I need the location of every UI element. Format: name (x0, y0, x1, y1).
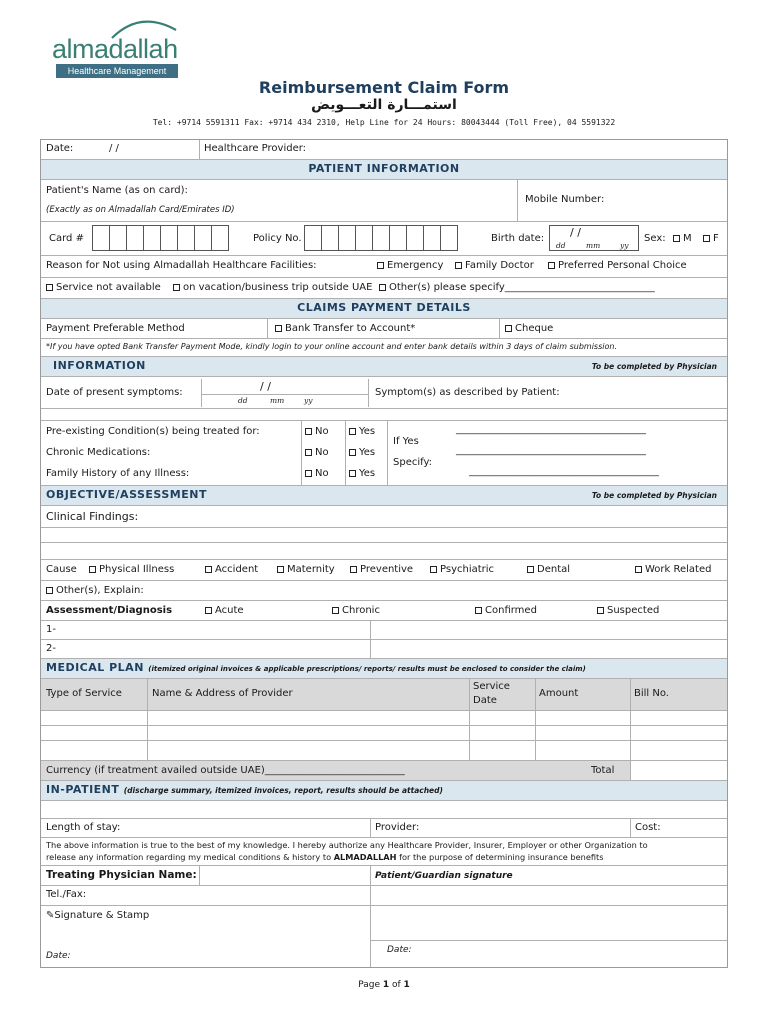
service-na-checkbox[interactable]: Service not available (46, 282, 161, 293)
physician-date-label: Date: (46, 951, 71, 961)
patient-info-heading (41, 159, 727, 179)
information-title: INFORMATION (53, 359, 146, 372)
total-field[interactable] (630, 761, 727, 780)
information-physician-note: To be completed by Physician (591, 362, 717, 371)
checkbox-icon (332, 607, 339, 614)
cause-psychiatric-checkbox[interactable]: Psychiatric (430, 564, 494, 575)
checkbox-icon (505, 325, 512, 332)
symptoms-mm: mm (270, 396, 285, 405)
medical-plan-heading (41, 658, 727, 678)
currency-total-row (41, 760, 727, 780)
checkbox-icon (673, 235, 680, 242)
checkbox-icon (305, 449, 312, 456)
medical-plan-note: (itemized original invoices & applicable prescriptions/ reports/ results must be enclosed to consider the claim) (148, 665, 586, 673)
date-field[interactable]: / / (109, 143, 119, 154)
birth-date-field[interactable] (549, 225, 639, 251)
objective-heading (41, 485, 727, 505)
checkbox-icon (46, 587, 53, 594)
inpatient-note: (discharge summary, itemized invoices, report, results should be attached) (123, 786, 443, 795)
chronic-yes[interactable]: Yes (349, 447, 375, 458)
birth-yy: yy (620, 241, 629, 250)
specify-line-3[interactable]: ______________________________________ (469, 466, 659, 477)
assessment-suspected-checkbox[interactable]: Suspected (597, 605, 659, 616)
preexisting-label: Pre-existing Condition(s) being treated for: (46, 426, 260, 437)
symptoms-date-row (41, 376, 727, 408)
assessment-confirmed-checkbox[interactable]: Confirmed (475, 605, 537, 616)
diagnosis-row-1[interactable] (41, 620, 727, 639)
checkbox-icon (275, 325, 282, 332)
symptoms-date-field[interactable] (201, 379, 369, 407)
family-doctor-checkbox[interactable]: Family Doctor (455, 260, 534, 271)
policy-number-boxes[interactable] (305, 225, 458, 251)
signature-stamp-row (41, 905, 727, 967)
other-reason-line[interactable]: ______________________________ (504, 282, 655, 293)
inpatient-provider-field[interactable]: Provider: (375, 822, 420, 833)
checkbox-icon (349, 428, 356, 435)
signature-stamp-field[interactable]: ✎Signature & Stamp (46, 910, 150, 921)
contact-line: Tel: +9714 5591311 Fax: +9714 434 2310, Help Line for 24 Hours: 80043444 (Toll Free), 04 5591322 (152, 118, 616, 127)
checkbox-icon (635, 566, 642, 573)
preferred-choice-checkbox[interactable]: Preferred Personal Choice (548, 260, 687, 271)
length-of-stay-field[interactable]: Length of stay: (46, 822, 121, 833)
cause-label: Cause (46, 564, 77, 575)
col-bill-no: Bill No. (634, 688, 669, 699)
clinical-blank-2[interactable] (41, 542, 727, 559)
claim-form (40, 139, 728, 968)
col-date: Date (473, 695, 497, 706)
date-provider-row (41, 140, 727, 159)
symptoms-field[interactable]: Symptom(s) as described by Patient: (375, 387, 560, 398)
sex-f-checkbox[interactable]: F (703, 233, 719, 244)
checkbox-icon (277, 566, 284, 573)
clinical-findings-row[interactable] (41, 505, 727, 527)
symptoms-date-sep: / / (260, 380, 271, 393)
inpatient-heading (41, 780, 727, 800)
patient-date-label: Date: (387, 945, 412, 955)
payment-note-row (41, 338, 727, 356)
vacation-checkbox[interactable]: on vacation/business trip outside UAE (173, 282, 372, 293)
assessment-chronic-checkbox[interactable]: Chronic (332, 605, 380, 616)
inpatient-stay-row (41, 818, 727, 837)
emergency-checkbox[interactable]: Emergency (377, 260, 443, 271)
cause-work-checkbox[interactable]: Work Related (635, 564, 711, 575)
reason-label: Reason for Not using Almadallah Healthcare Facilities: (46, 260, 317, 271)
preexisting-yes[interactable]: Yes (349, 426, 375, 437)
bank-transfer-checkbox[interactable]: Bank Transfer to Account* (275, 323, 415, 334)
diagnosis-row-2[interactable] (41, 639, 727, 658)
logo-tagline: Healthcare Management (56, 64, 178, 78)
medical-plan-title: MEDICAL PLAN (46, 661, 144, 674)
birth-dd: dd (556, 241, 566, 250)
family-no[interactable]: No (305, 468, 329, 479)
sex-m-checkbox[interactable]: M (673, 233, 692, 244)
birth-date-label: Birth date: (491, 233, 545, 244)
birth-date-sep: / / (570, 226, 581, 239)
page-number: Page 1 of 1 (358, 980, 410, 990)
checkbox-icon (430, 566, 437, 573)
patient-name-field[interactable]: Patient's Name (as on card): (46, 185, 188, 196)
other-explain-checkbox[interactable]: Other(s), Explain: (46, 585, 144, 596)
card-label: Card # (49, 233, 84, 244)
policy-label: Policy No. (253, 233, 302, 244)
clinical-blank-1[interactable] (41, 527, 727, 542)
cause-row (41, 559, 727, 580)
inpatient-cost-field[interactable]: Cost: (635, 822, 661, 833)
cause-accident-checkbox[interactable]: Accident (205, 564, 258, 575)
checkbox-icon (527, 566, 534, 573)
checkbox-icon (89, 566, 96, 573)
preexisting-no[interactable]: No (305, 426, 329, 437)
inpatient-title: IN-PATIENT (46, 783, 120, 796)
mobile-field[interactable]: Mobile Number: (525, 194, 605, 205)
reason-row (41, 255, 727, 277)
checkbox-icon (703, 235, 710, 242)
payment-note: *If you have opted Bank Transfer Payment Mode, kindly login to your online account and enter bank details within 3 days of claim submission. (46, 342, 617, 351)
physician-name-label: Treating Physician Name: (46, 869, 197, 881)
patient-name-note: (Exactly as on Almadallah Card/Emirates ID) (46, 205, 235, 215)
checkbox-icon (349, 470, 356, 477)
inpatient-blank-row[interactable] (41, 800, 727, 818)
symptoms-blank-row[interactable] (41, 408, 727, 420)
physician-name-field[interactable] (200, 866, 370, 885)
medical-plan-row[interactable] (41, 740, 727, 760)
specify-line-2[interactable]: ______________________________________ (456, 445, 646, 456)
patient-signature-field[interactable] (371, 906, 727, 940)
if-yes-label: If Yes (393, 436, 419, 447)
cheque-checkbox[interactable]: Cheque (505, 323, 553, 334)
cause-preventive-checkbox[interactable]: Preventive (350, 564, 413, 575)
pen-icon: ✎ (46, 910, 55, 921)
cause-physical-checkbox[interactable]: Physical Illness (89, 564, 174, 575)
other-reason-checkbox[interactable]: Other(s) please specify______________________________ (379, 282, 655, 293)
medical-plan-header-row (41, 678, 727, 710)
other-explain-row (41, 580, 727, 600)
birth-mm: mm (586, 241, 601, 250)
payment-heading (41, 298, 727, 318)
checkbox-icon (205, 566, 212, 573)
family-yes[interactable]: Yes (349, 468, 375, 479)
assessment-row (41, 600, 727, 620)
objective-physician-note: To be completed by Physician (591, 491, 717, 500)
cause-maternity-checkbox[interactable]: Maternity (277, 564, 335, 575)
logo-wordmark: almadallah (52, 34, 178, 64)
telfax-field[interactable]: Tel./Fax: (46, 889, 87, 900)
specify-line-1[interactable]: ______________________________________ (456, 424, 646, 435)
payment-method-row (41, 318, 727, 338)
patient-signature-label: Patient/Guardian signature (375, 871, 513, 881)
checkbox-icon (349, 449, 356, 456)
checkbox-icon (305, 470, 312, 477)
diagnosis-1-label: 1- (46, 624, 56, 635)
family-history-label: Family History of any Illness: (46, 468, 190, 479)
symptoms-yy: yy (304, 396, 313, 405)
patient-info-title: PATIENT INFORMATION (308, 162, 460, 175)
payment-method-label: Payment Preferable Method (46, 323, 185, 334)
form-title: Reimbursement Claim Form (258, 78, 510, 97)
col-amount: Amount (539, 688, 579, 699)
logo (52, 14, 182, 80)
checkbox-icon (455, 262, 462, 269)
col-provider: Name & Address of Provider (152, 688, 293, 699)
provider-field[interactable]: Healthcare Provider: (204, 143, 307, 154)
checkbox-icon (377, 262, 384, 269)
clinical-findings-label: Clinical Findings: (46, 510, 139, 523)
conditions-block (41, 420, 727, 485)
checkbox-icon (305, 428, 312, 435)
declaration-line-2: release any information regarding my medical conditions & history to ALMADALLAH for the purpose of determining insurance benefits (46, 852, 604, 862)
reason-row-2 (41, 277, 727, 298)
physician-name-row (41, 865, 727, 885)
assessment-label: Assessment/Diagnosis (46, 605, 173, 616)
specify-label: Specify: (393, 457, 433, 468)
checkbox-icon (379, 284, 386, 291)
form-title-arabic: استمـــارة التعـــويض (311, 97, 457, 113)
assessment-acute-checkbox[interactable]: Acute (205, 605, 244, 616)
telfax-row (41, 885, 727, 905)
chronic-no[interactable]: No (305, 447, 329, 458)
declaration-line-1: The above information is true to the best of my knowledge. I hereby authorize any Healthcare Provider, Insurer, Employer or other Organization to (46, 840, 648, 850)
information-heading (41, 356, 727, 376)
checkbox-icon (597, 607, 604, 614)
cause-dental-checkbox[interactable]: Dental (527, 564, 570, 575)
total-label: Total (591, 765, 615, 776)
checkbox-icon (548, 262, 555, 269)
card-number-boxes[interactable] (93, 225, 229, 251)
sex-label: Sex: (644, 233, 666, 244)
patient-name-row (41, 179, 727, 221)
checkbox-icon (173, 284, 180, 291)
diagnosis-2-label: 2- (46, 643, 56, 654)
checkbox-icon (205, 607, 212, 614)
symptoms-date-label: Date of present symptoms: (46, 387, 183, 398)
checkbox-icon (475, 607, 482, 614)
declaration-row (41, 837, 727, 865)
currency-label[interactable]: Currency (if treatment availed outside UAE)____________________________ (46, 765, 405, 776)
medical-plan-row[interactable] (41, 725, 727, 740)
card-policy-row (41, 221, 727, 255)
medical-plan-row[interactable] (41, 710, 727, 725)
objective-title: OBJECTIVE/ASSESSMENT (46, 488, 207, 501)
payment-title: CLAIMS PAYMENT DETAILS (297, 301, 471, 314)
chronic-label: Chronic Medications: (46, 447, 151, 458)
date-label: Date: (46, 143, 74, 154)
checkbox-icon (350, 566, 357, 573)
checkbox-icon (46, 284, 53, 291)
symptoms-dd: dd (238, 396, 248, 405)
col-service: Service (473, 681, 510, 692)
col-type-of-service: Type of Service (46, 688, 122, 699)
